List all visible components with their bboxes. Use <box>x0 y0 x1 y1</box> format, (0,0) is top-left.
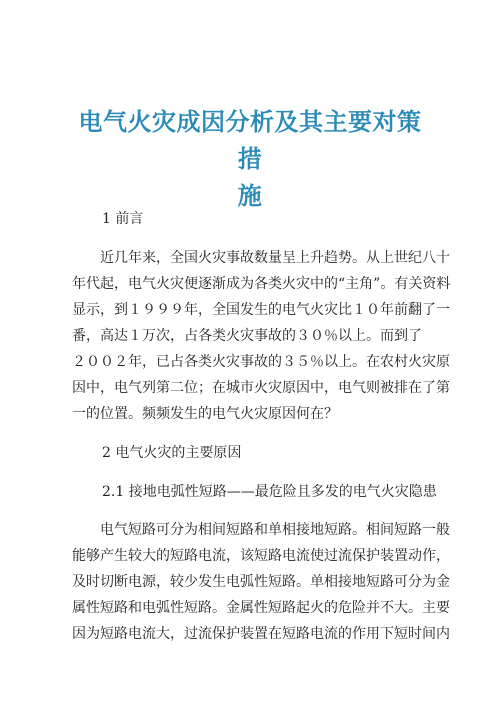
paragraph-line: ２００２年，已占各类火灾事故的３５％以上。在农村火灾原 <box>72 354 450 370</box>
paragraph-line: 属性短路和电弧性短路。金属性短路起火的危险并不大。主要 <box>72 600 450 616</box>
paragraph-line: 电气短路可分为相间短路和单相接地短路。相间短路一般 <box>100 522 450 538</box>
paragraph-line: 番，高达１万次，占各类火灾事故的３０％以上。而到了 <box>72 328 422 344</box>
section-heading-2-1: 2.1 接地电弧性短路——最危险且多发的电气火灾隐患 <box>102 484 437 500</box>
paragraph-line: 显示，到１９９９年，全国发生的电气火灾比１０年前翻了一 <box>72 302 450 318</box>
paragraph-line: 因为短路电流大，过流保护装置在短路电流的作用下短时间内 <box>72 626 450 642</box>
paragraph-line: 能够产生较大的短路电流，该短路电流使过流保护装置动作， <box>72 548 450 564</box>
paragraph-line: 及时切断电源，较少发生电弧性短路。单相接地短路可分为金 <box>72 574 450 590</box>
paragraph-line: 因中，电气列第二位；在城市火灾原因中，电气则被排在了第 <box>72 380 450 396</box>
paragraph-line: 一的位置。频频发生的电气火灾原因何在？ <box>72 406 338 422</box>
document-title <box>70 103 430 214</box>
section-heading-1: 1 前言 <box>102 211 144 227</box>
paragraph-line: 年代起，电气火灾便逐渐成为各类火灾中的“主角”。有关资料 <box>72 276 451 292</box>
paragraph-line: 近几年来，全国火灾事故数量呈上升趋势。从上世纪八十 <box>100 250 450 266</box>
title-line-1: 电气火灾成因分析及其主要对策措 <box>78 107 422 173</box>
section-heading-2: 2 电气火灾的主要原因 <box>102 445 242 461</box>
title-line-2: 施 <box>237 181 263 210</box>
